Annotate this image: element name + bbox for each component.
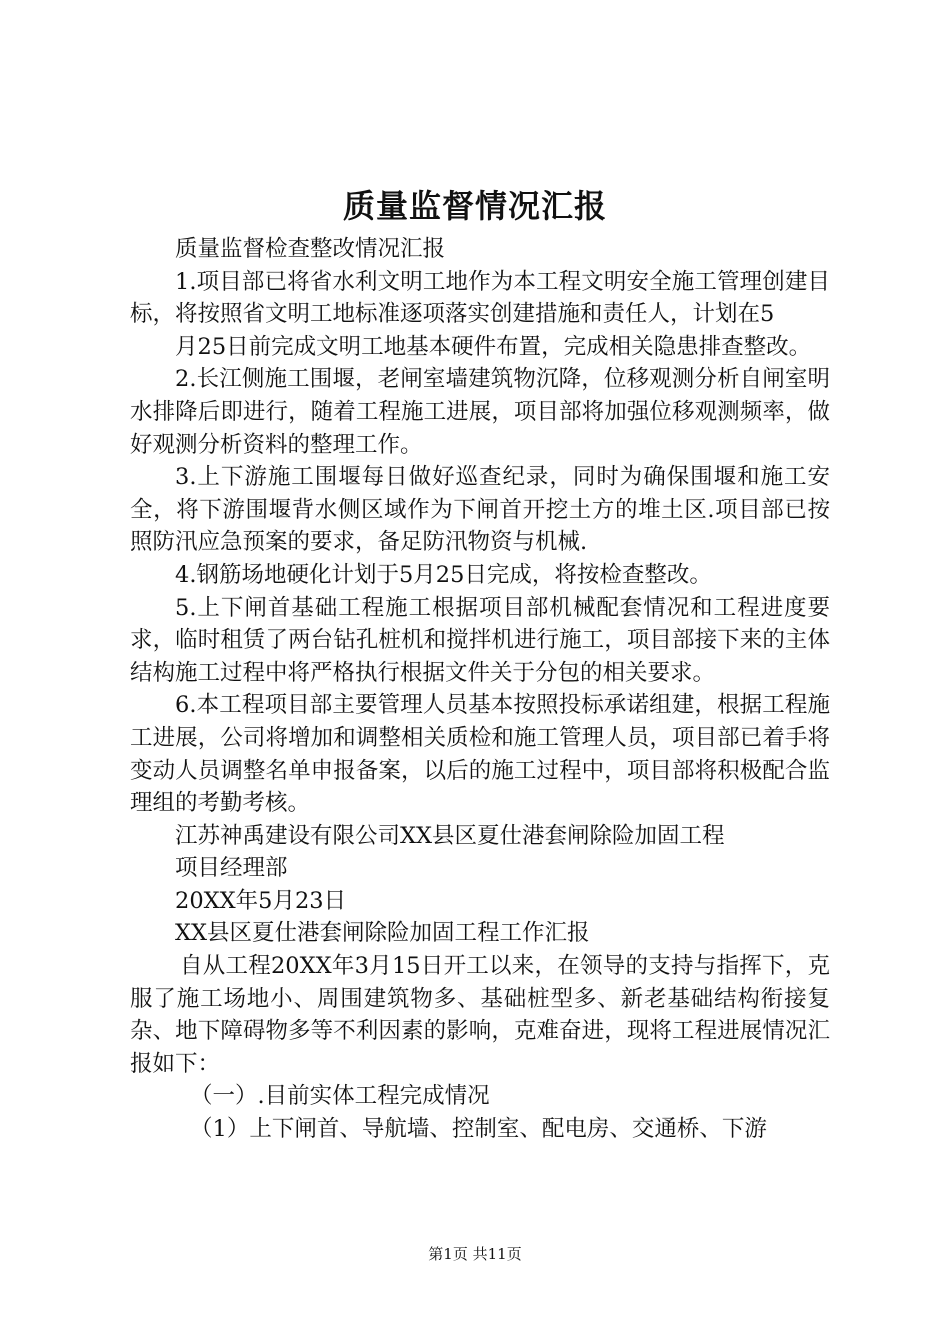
paragraph-item-4: 4.钢筋场地硬化计划于5月25日完成，将按检查整改。 <box>175 561 712 588</box>
paragraph-section-heading: （一）.目前实体工程完成情况 <box>190 1083 490 1110</box>
paragraph-item-1-continued: 月25日前完成文明工地基本硬件布置，完成相关隐患排查整改。 <box>175 333 812 360</box>
document-title: 质量监督情况汇报 <box>342 187 607 225</box>
paragraph-item-1: 1.项目部已将省水利文明工地作为本工程文明安全施工管理创建目标，将按照省文明工地标准逐项落实创建措施和责任人，计划在5 <box>130 268 830 328</box>
paragraph-subitem-1: （1）上下闸首、导航墙、控制室、配电房、交通桥、下游 <box>190 1116 767 1143</box>
paragraph-item-6: 6.本工程项目部主要管理人员基本按照投标承诺组建，根据工程施工进展，公司将增加和调整相关质检和施工管理人员，项目部已着手将变动人员调整名单申报备案，以后的施工过程中，项目部将积极配合监理组的考勤考核。 <box>130 692 830 817</box>
paragraph-department: 项目经理部 <box>175 855 288 882</box>
paragraph-subtitle: 质量监督检查整改情况汇报 <box>175 236 446 262</box>
paragraph-item-5: 5.上下闸首基础工程施工根据项目部机械配套情况和工程进度要求，临时租赁了两台钻孔桩机和搅拌机进行施工，项目部接下来的主体结构施工过程中将严格执行根据文件关于分包的相关要求。 <box>130 594 830 686</box>
paragraph-company: 江苏神禹建设有限公司XX县区夏仕港套闸除险加固工程 <box>175 822 725 849</box>
document-body <box>130 233 830 1146</box>
paragraph-intro: 自从工程20XX年3月15日开工以来，在领导的支持与指挥下，克服了施工场地小、周围建筑物多、基础桩型多、新老基础结构衔接复杂、地下障碍物多等不利因素的影响，克难奋进，现将工程进展情况汇报如下： <box>130 953 830 1077</box>
paragraph-item-2: 2.长江侧施工围堰，老闸室墙建筑物沉降，位移观测分析自闸室明水排降后即进行，随着工程施工进展，项目部将加强位移观测频率，做好观测分析资料的整理工作。 <box>130 366 830 458</box>
paragraph-item-3: 3.上下游施工围堰每日做好巡查纪录，同时为确保围堰和施工安全，将下游围堰背水侧区域作为下闸首开挖土方的堆土区.项目部已按照防汛应急预案的要求，备足防汛物资与机械. <box>130 464 830 556</box>
paragraph-date: 20XX年5月23日 <box>175 887 347 914</box>
paragraph-report-heading: XX县区夏仕港套闸除险加固工程工作汇报 <box>175 920 590 947</box>
page-number-footer: 第1页 共11页 <box>428 1245 522 1263</box>
